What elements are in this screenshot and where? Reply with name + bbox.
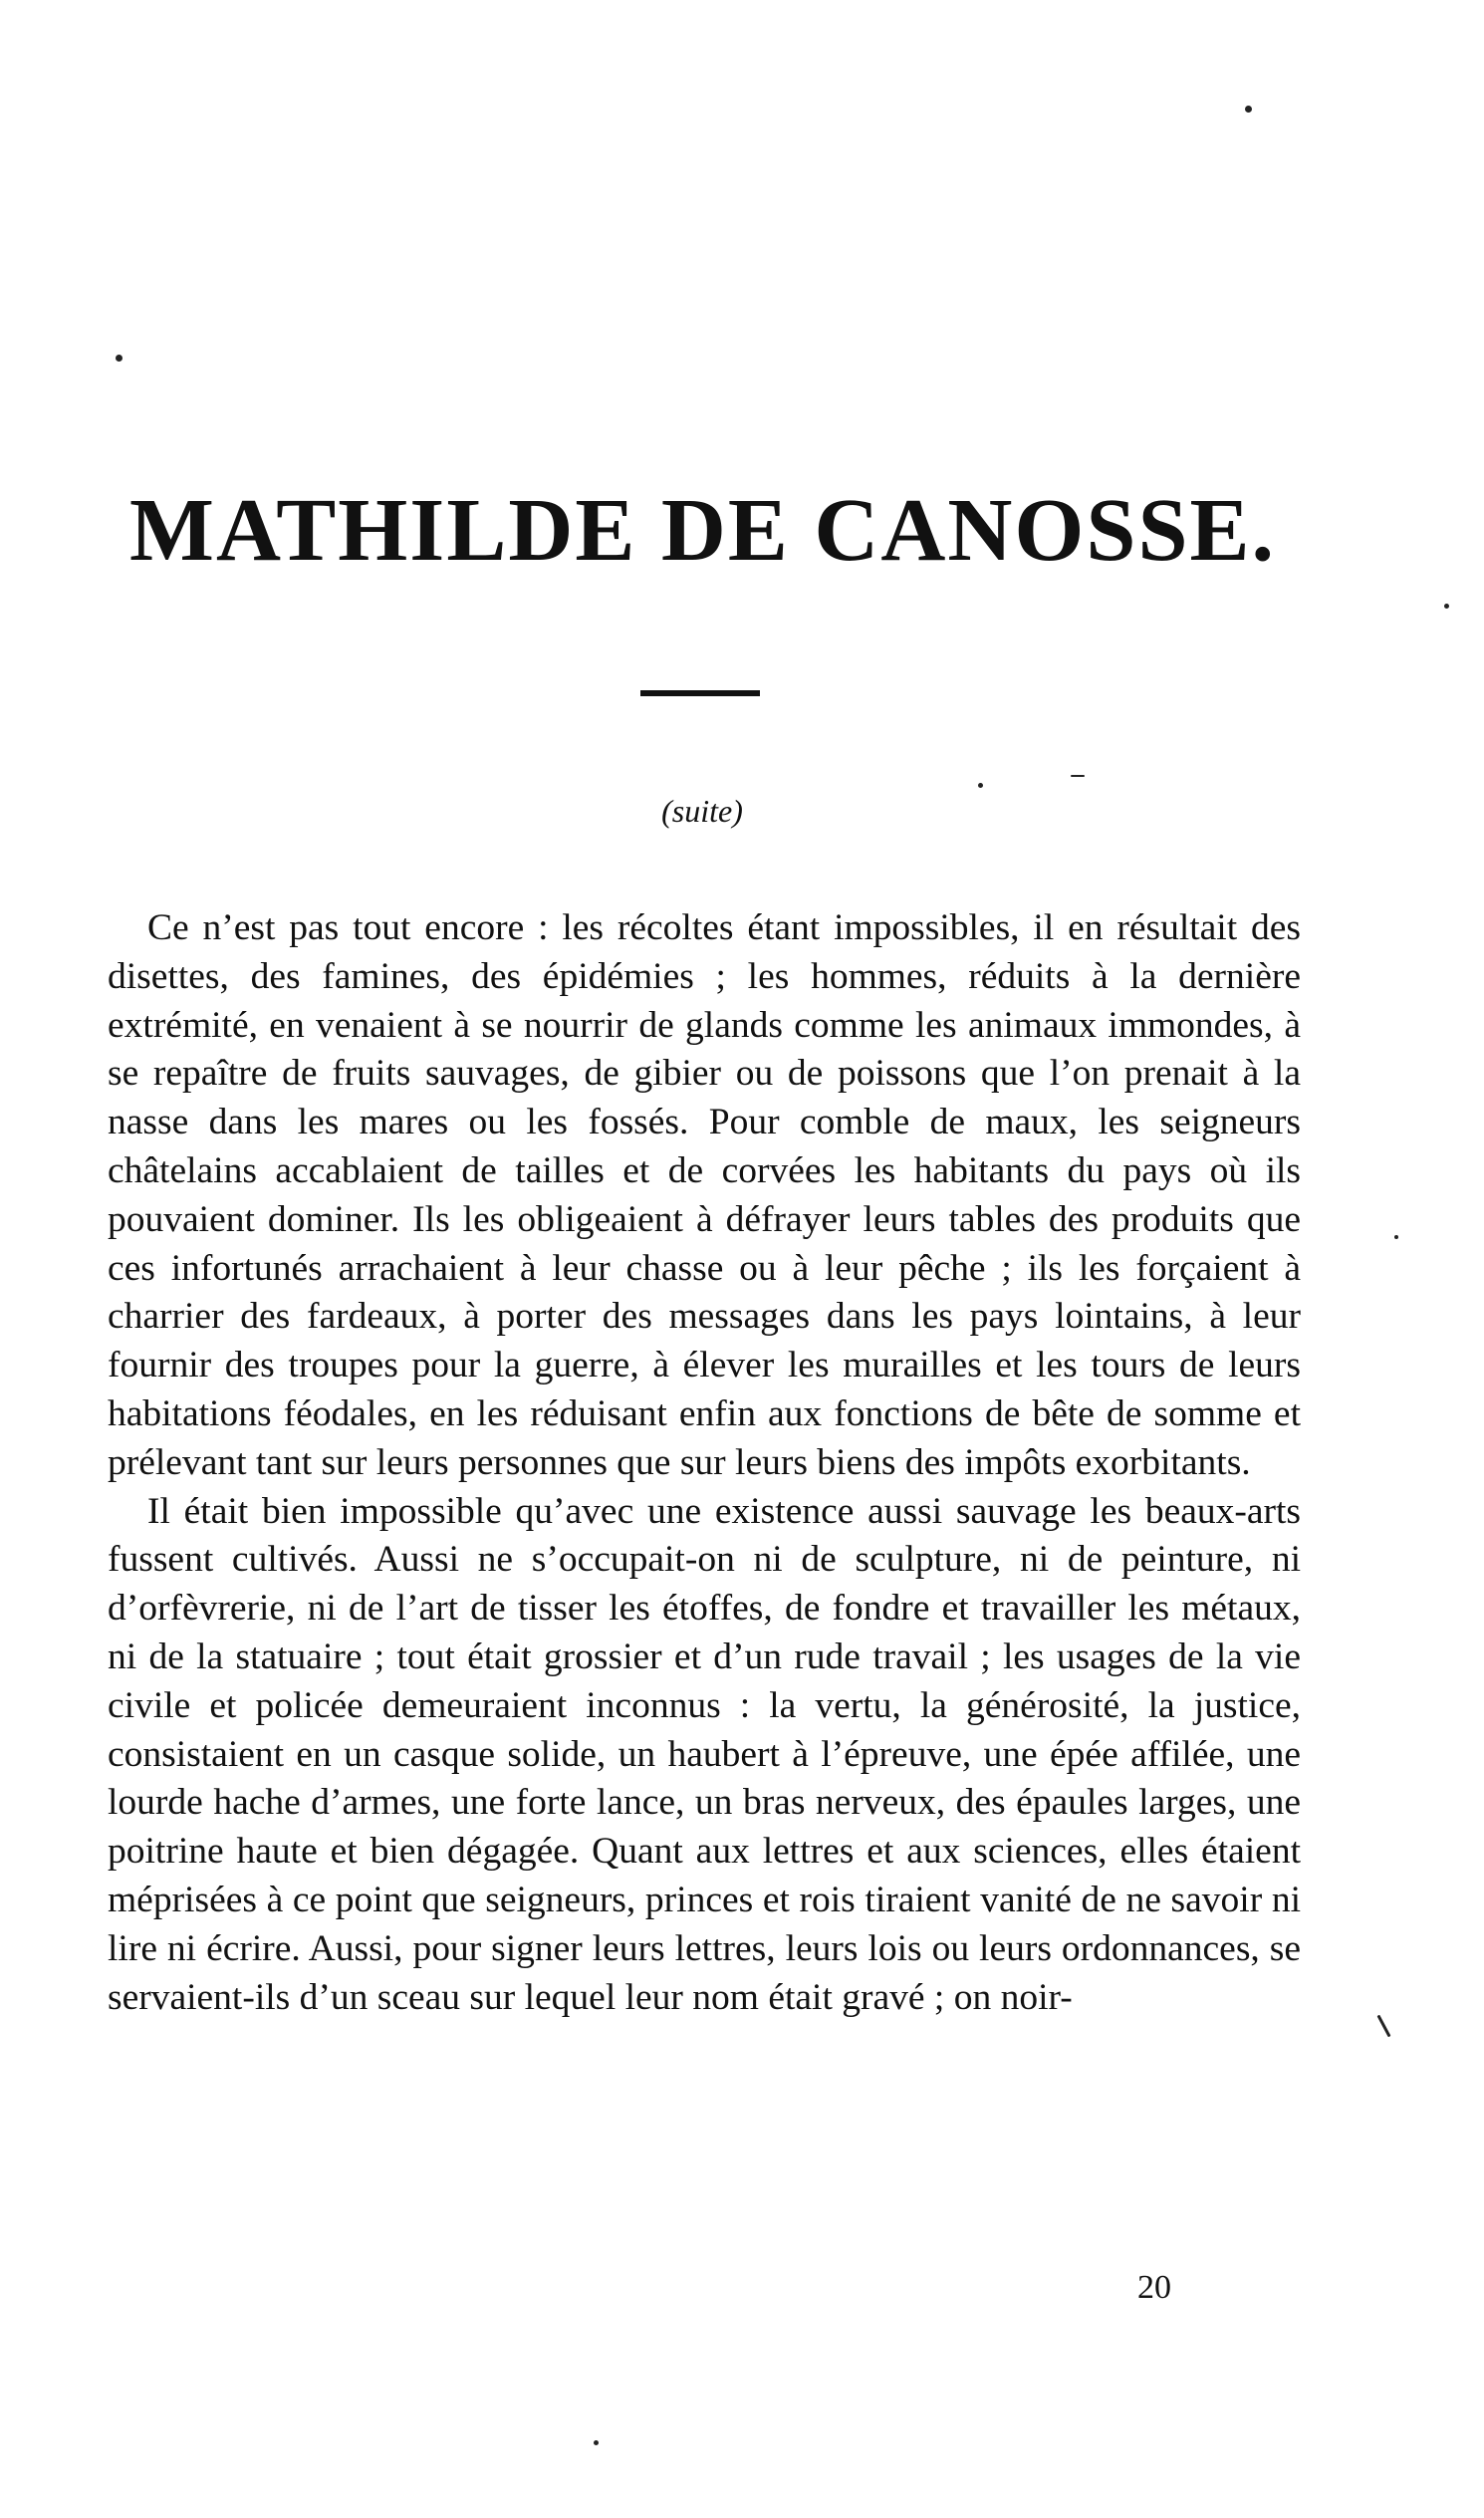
paragraph-2: Il était bien impossible qu’avec une existence aussi sauvage les beaux-arts fussent cultivés. Aussi ne s’occupait-on ni de sculpture, ni de peinture, ni d’orfèvrerie, ni de l’art de tisser les étoffes, de fondre et travailler les métaux, ni de la statuaire ; tout était grossier et d’un rude travail ; les usages de la vie civile et policée demeuraient inconnus : la vertu, la générosité, la justice, consistaient en un casque solide, un haubert à l’épreuve, une épée affilée, une lourde hache d’armes, une forte lance, un bras nerveux, des épaules larges, une poitrine haute et bien dégagée. Quant aux lettres et aux sciences, elles étaient méprisées à ce point que seigneurs, princes et rois tiraient vanité de ne savoir ni lire ni écrire. Aussi, pour signer leurs lettres, leurs lois ou leurs ordonnances, se servaient-ils d’un sceau sur lequel leur nom était gravé ; on noir- (108, 1490, 1301, 2018)
chapter-title: MATHILDE DE CANOSSE. (129, 481, 1277, 580)
scan-speck (1245, 106, 1252, 113)
page-number: 20 (1137, 2269, 1171, 2306)
title-divider-rule (640, 690, 760, 696)
scan-speck (594, 2440, 599, 2445)
paragraph-1: Ce n’est pas tout encore : les récoltes étant impossibles, il en résultait des disettes, des famines, des épidémies ; les hommes, réduits à la dernière extrémité, en venaient à se nourrir de glands comme les animaux immondes, à se repaître de fruits sauvages, de gibier ou de poissons que l’on prenait à la nasse dans les mares ou les fossés. Pour comble de maux, les seigneurs châtelains accablaient de tailles et de corvées les habitants du pays où ils pouvaient dominer. Ils les obligeaient à défrayer leurs tables des produits que ces infortunés arrachaient à leur chasse ou à leur pêche ; ils les forçaient à charrier des fardeaux, à porter des messages dans les pays lointains, à leur fournir des troupes pour la guerre, à élever les murailles et les tours de leurs habitations féodales, en les réduisant enfin aux fonctions de bête de somme et prélevant tant sur leurs personnes que sur leurs biens des impôts exorbitants. (108, 907, 1301, 1483)
scan-speck (1394, 1235, 1398, 1239)
body-text (108, 904, 1301, 2022)
scan-speck (1071, 775, 1085, 777)
scan-speck (978, 783, 983, 788)
scan-speck (116, 355, 123, 362)
scan-speck (1377, 2015, 1391, 2038)
chapter-subtitle: (suite) (661, 793, 743, 829)
scan-speck (1444, 604, 1449, 609)
